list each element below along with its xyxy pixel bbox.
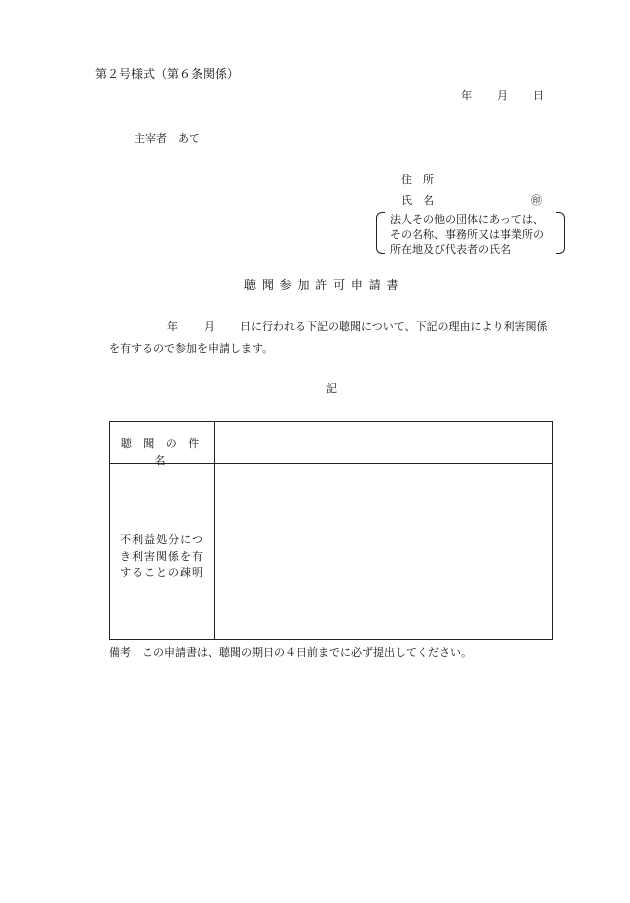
address-label: 住 所 — [401, 173, 434, 186]
date-day: 日 — [533, 89, 544, 102]
row1-label: 聴 聞 の 件 名 — [120, 437, 204, 467]
date-year: 年 — [461, 89, 472, 102]
body-year: 年 — [167, 320, 178, 333]
seal-mark: ㊞ — [531, 194, 542, 207]
row2-label — [110, 532, 214, 582]
remarks: 備考 この申請書は、聴聞の期日の４日前までに必ず提出してください。 — [109, 646, 472, 659]
table-divider-vertical — [214, 422, 215, 639]
document-title: 聴 聞 参 加 許 可 申 請 書 — [244, 278, 400, 292]
body-month: 月 — [204, 320, 215, 333]
body-line2: を有するので参加を申請します。 — [109, 342, 274, 355]
application-table — [109, 421, 553, 640]
name-label: 氏 名 — [401, 194, 434, 207]
applicant-note-line2: その名称、事務所又は事業所の — [390, 228, 544, 241]
row2-label-line2: き利害関係を有 — [120, 549, 204, 563]
row2-label-line1: 不利益処分につ — [120, 533, 204, 546]
applicant-note-line3: 所在地及び代表者の氏名 — [390, 243, 511, 256]
date-month: 月 — [497, 89, 508, 102]
addressee: 主宰者 あて — [134, 132, 200, 145]
applicant-note-line1: 法人その他の団体にあっては、 — [390, 213, 544, 226]
row2-label-line3: することの疎明 — [120, 566, 204, 579]
ki-label: 記 — [326, 382, 337, 395]
bracket-left — [376, 212, 385, 254]
body-line1: 日に行われる下記の聴聞について、下記の理由により利害関係 — [240, 320, 548, 333]
form-number: 第２号様式（第６条関係） — [95, 67, 240, 81]
bracket-right — [556, 212, 565, 254]
